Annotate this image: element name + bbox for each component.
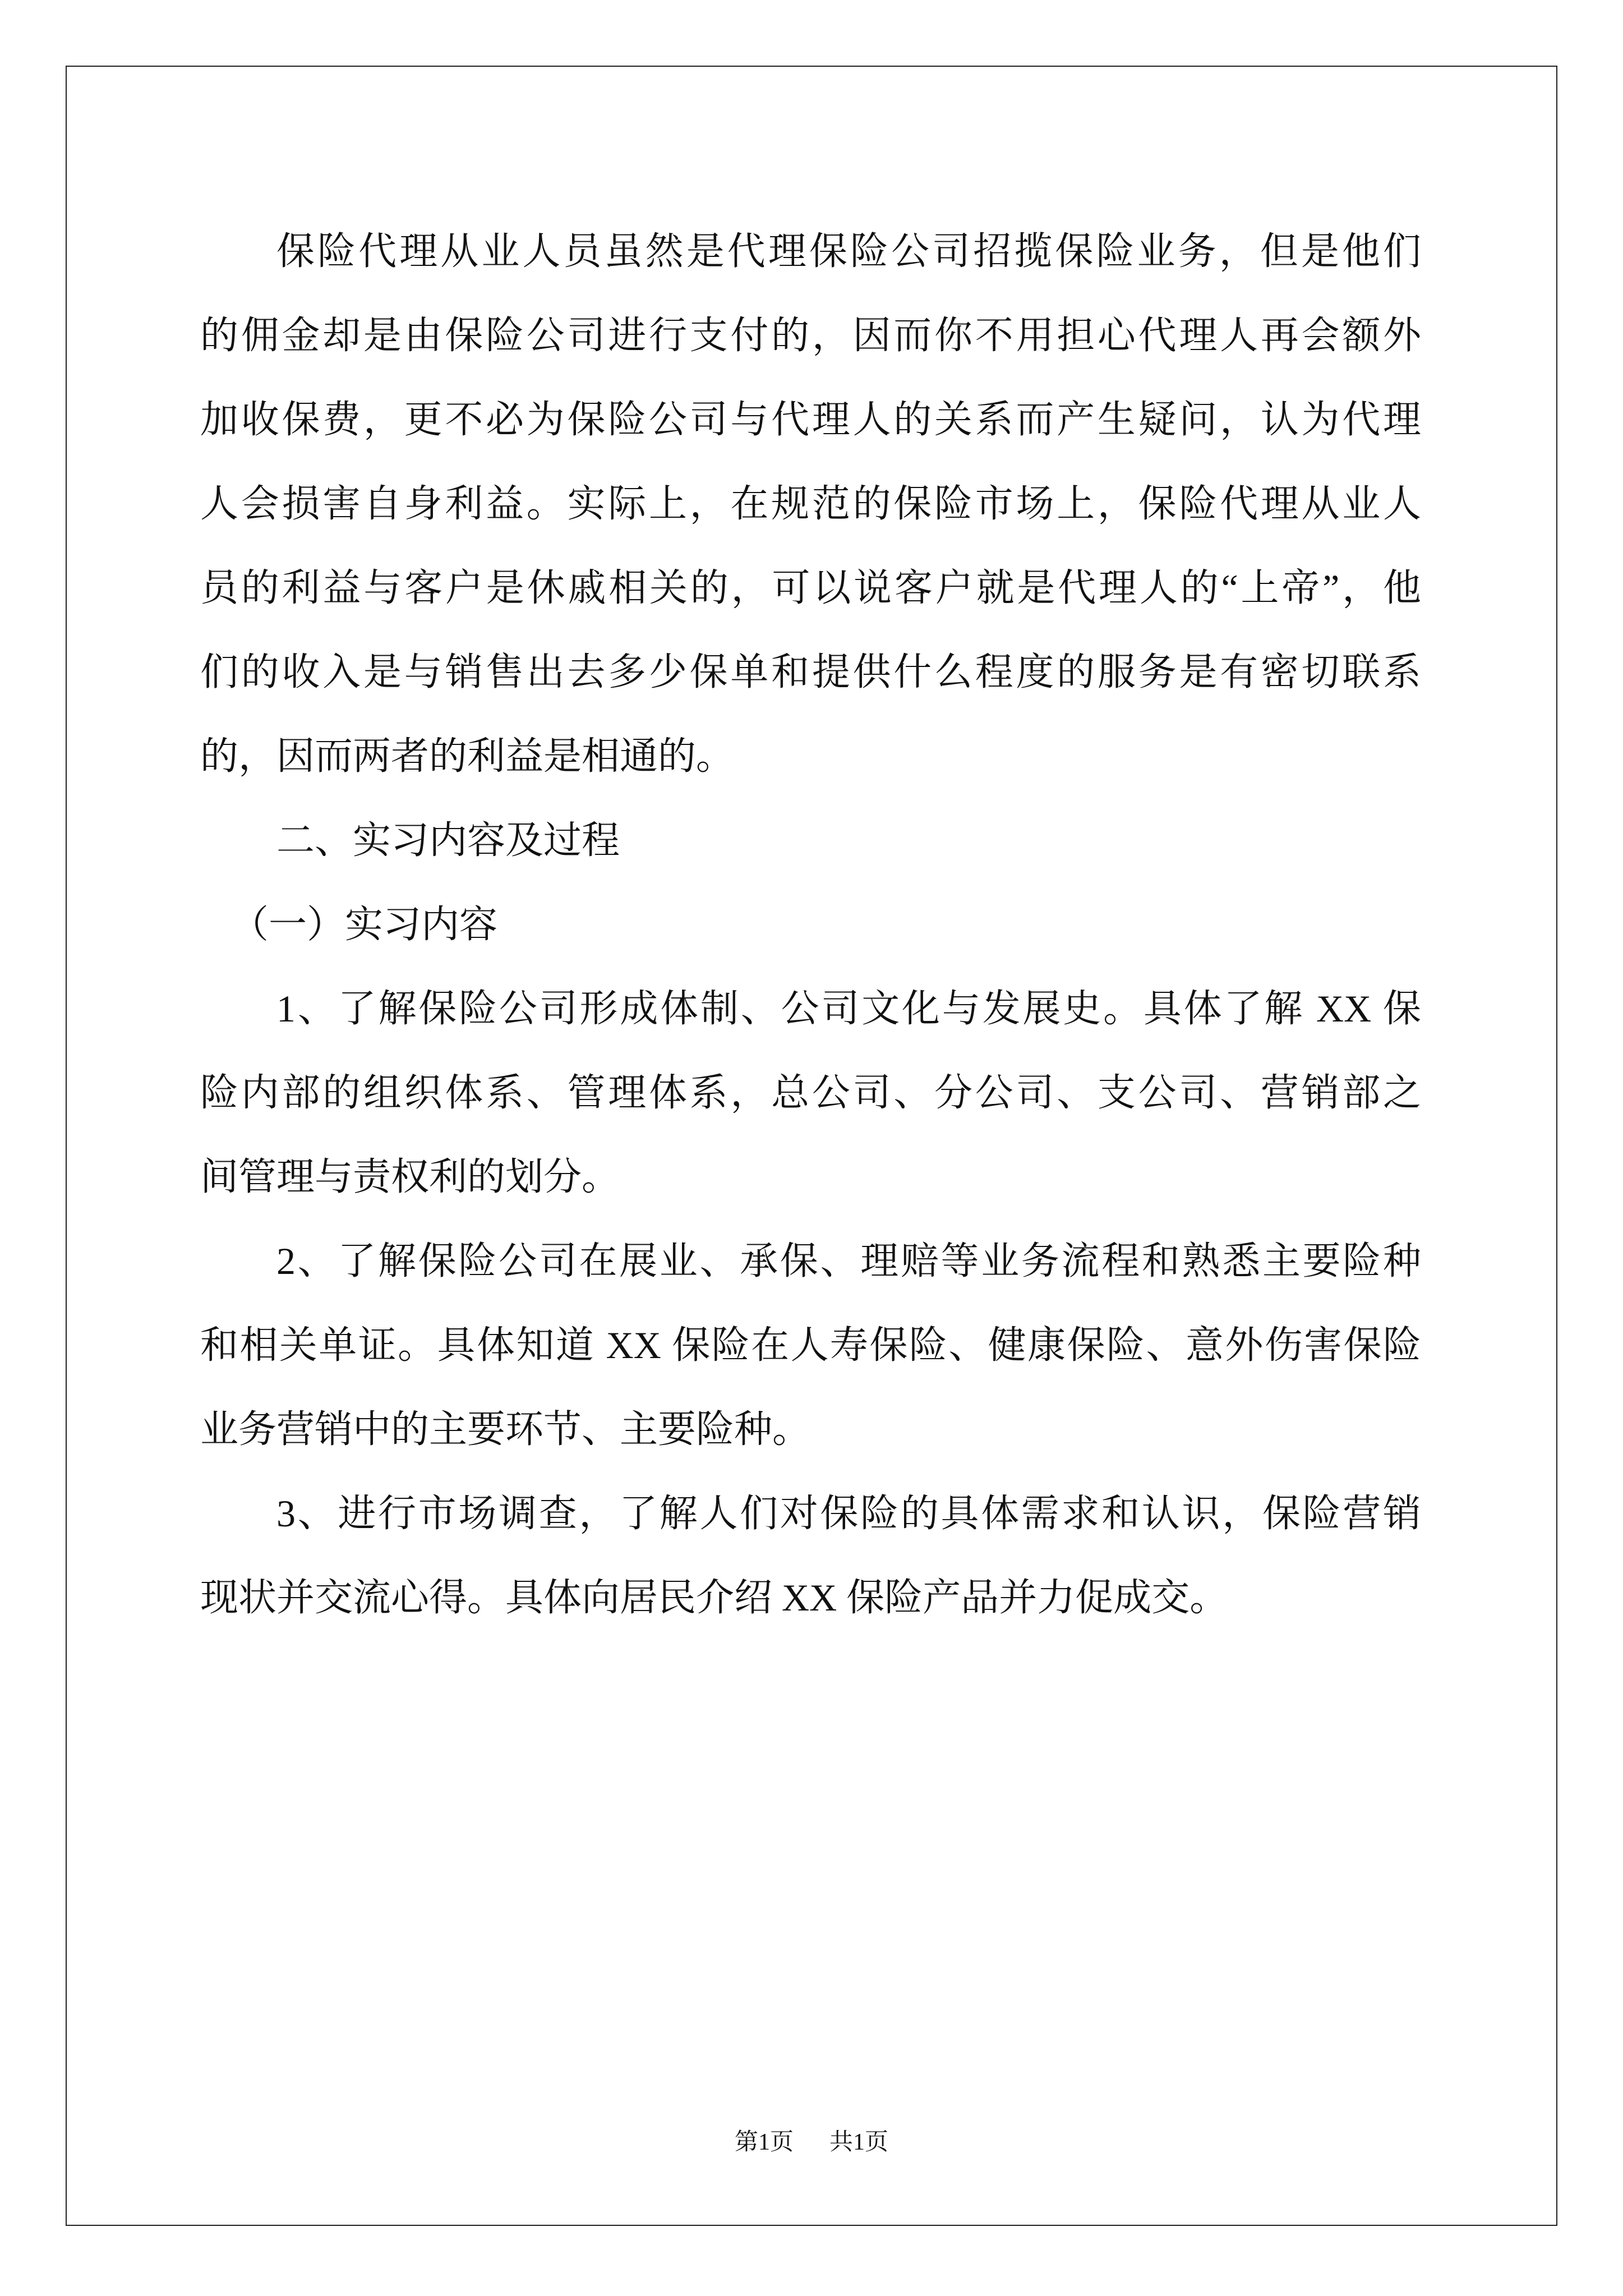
text-line: 现状并交流心得。具体向居民介绍 XX 保险产品并力促成交。	[200, 1576, 1228, 1619]
paragraph	[200, 1471, 1421, 1640]
text-line: 二、实习内容及过程	[276, 819, 620, 862]
text-line: （一）实习内容	[230, 903, 498, 946]
paragraph	[200, 209, 1421, 798]
text-line: 2、了解保险公司在展业、承保、理赔等业务流程和熟悉主要险种	[276, 1240, 1421, 1282]
text-line: 保险代理从业人员虽然是代理保险公司招揽保险业务，但是他们	[276, 230, 1421, 273]
text-line: 的佣金却是由保险公司进行支付的，因而你不用担心代理人再会额外	[200, 314, 1421, 357]
text-line: 1、了解保险公司形成体制、公司文化与发展史。具体了解 XX 保	[276, 987, 1421, 1030]
text-line: 3、进行市场调查，了解人们对保险的具体需求和认识，保险营销	[276, 1492, 1421, 1535]
text-line: 加收保费，更不必为保险公司与代理人的关系而产生疑问，认为代理	[200, 398, 1421, 441]
page-number: 第1页	[734, 2129, 794, 2155]
paragraph	[200, 1219, 1421, 1471]
text-line: 间管理与责权利的划分。	[200, 1156, 620, 1198]
subsection-heading	[200, 882, 1421, 967]
text-line: 和相关单证。具体知道 XX 保险在人寿保险、健康保险、意外伤害保险	[200, 1324, 1421, 1366]
page-total: 共1页	[829, 2129, 889, 2155]
text-line: 们的收入是与销售出去多少保单和提供什么程度的服务是有密切联系	[200, 651, 1421, 693]
text-line: 险内部的组织体系、管理体系，总公司、分公司、支公司、营销部之	[200, 1071, 1421, 1114]
document-body	[200, 209, 1421, 1640]
paragraph	[200, 967, 1421, 1219]
text-line: 员的利益与客户是休戚相关的，可以说客户就是代理人的“上帝”，他	[200, 567, 1421, 609]
text-line: 业务营销中的主要环节、主要险种。	[200, 1408, 811, 1451]
text-line: 的，因而两者的利益是相通的。	[200, 735, 735, 777]
section-heading	[200, 798, 1421, 882]
page-footer	[0, 2125, 1623, 2159]
text-line: 人会损害自身利益。实际上，在规范的保险市场上，保险代理从业人	[200, 482, 1421, 525]
